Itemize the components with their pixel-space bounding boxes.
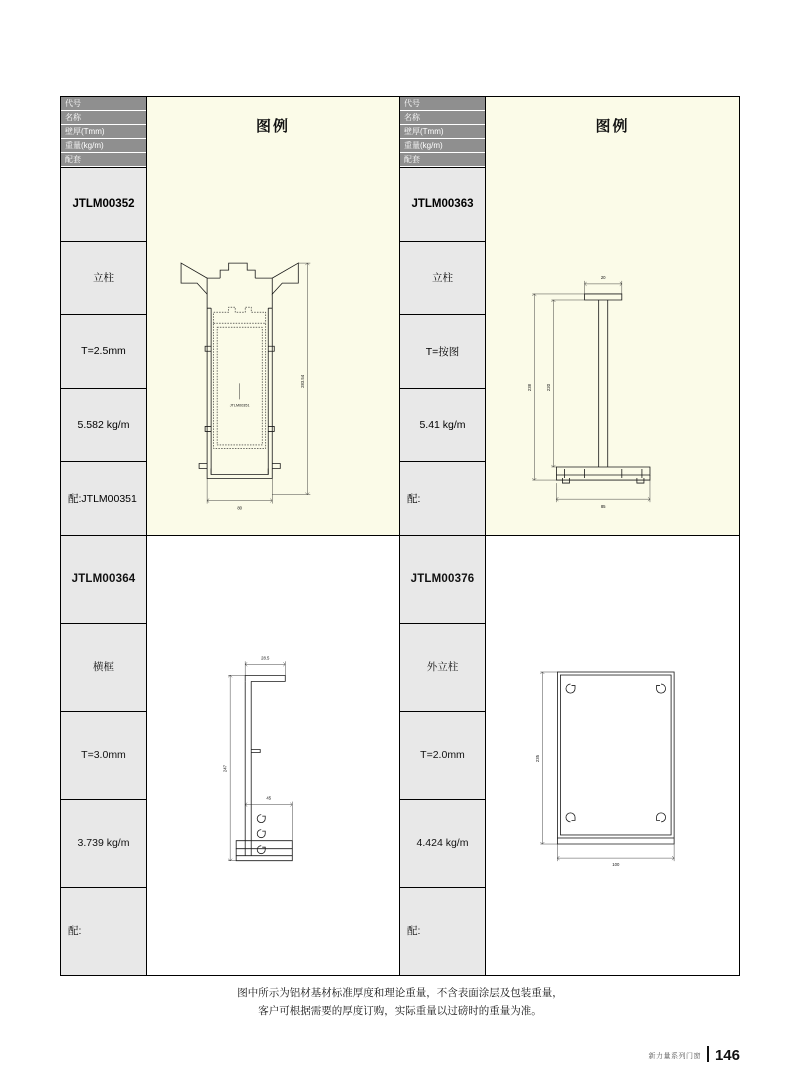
profile-code-4: JTLM00376 — [400, 536, 485, 624]
profile-weight-2: 5.41 kg/m — [400, 389, 485, 463]
profile-info-column-3 — [61, 536, 147, 975]
profile-code-1: JTLM00352 — [61, 168, 146, 242]
profile-drawing-area-3 — [147, 536, 399, 975]
profile-drawing-area-2 — [486, 97, 739, 535]
profile-thickness-2: T=按图 — [400, 315, 485, 389]
header-label-mating-2: 配套 — [400, 153, 485, 167]
profile-thickness-1: T=2.5mm — [61, 315, 146, 389]
dim-top-2: 20 — [600, 274, 606, 280]
header-label-thickness: 壁厚(Tmm) — [61, 125, 146, 139]
dim-inner-height-2: 220 — [545, 383, 551, 392]
page-number: 146 — [714, 1047, 740, 1064]
dim-top-3: 28.5 — [261, 655, 270, 661]
section-drawing-4 — [486, 536, 739, 975]
dim-height-4: 235 — [534, 754, 540, 763]
profile-code-3: JTLM00364 — [61, 536, 146, 624]
profile-info-column-2 — [400, 97, 486, 535]
drawing-canvas-4 — [486, 536, 739, 975]
header-label-code: 代号 — [61, 97, 146, 111]
profile-name-2: 立柱 — [400, 242, 485, 316]
dim-width-4: 100 — [612, 862, 620, 868]
profile-weight-3: 3.739 kg/m — [61, 800, 146, 888]
footnote-line-1: 图中所示为铝材基材标准厚度和理论重量，不含表面涂层及包装重量， — [237, 987, 563, 999]
profile-thickness-4: T=2.0mm — [400, 712, 485, 800]
legend-title-2: 图例 — [486, 97, 739, 153]
profile-mating-4: 配: — [407, 924, 421, 937]
profile-cell-2 — [400, 97, 739, 536]
drawing-canvas-3 — [147, 536, 399, 975]
profile-info-column-4 — [400, 536, 486, 975]
section-drawing-1 — [147, 153, 399, 535]
section-drawing-3 — [147, 536, 399, 975]
footnote-line-2: 客户可根据需要的厚度订购，实际重量以过磅时的重量为准。 — [258, 1005, 542, 1018]
header-label-name-2: 名称 — [400, 111, 485, 125]
profile-drawing-area-4 — [486, 536, 739, 975]
header-label-weight-2: 重量(kg/m) — [400, 139, 485, 153]
footnote — [60, 984, 740, 1021]
profile-code-2: JTLM00363 — [400, 168, 485, 242]
profile-cell-4 — [400, 536, 739, 975]
legend-title-1: 图例 — [147, 97, 399, 153]
profile-name-1: 立柱 — [61, 242, 146, 316]
profile-name-3: 横框 — [61, 624, 146, 712]
profile-name-4: 外立柱 — [400, 624, 485, 712]
profile-drawing-area-1 — [147, 97, 399, 535]
dim-width-3: 45 — [266, 795, 272, 801]
dim-height-1: 283.54 — [299, 374, 305, 388]
drawing-canvas-2 — [486, 153, 739, 535]
header-label-name: 名称 — [61, 111, 146, 125]
profile-mating-3: 配: — [68, 924, 82, 937]
profile-info-column-1 — [61, 97, 147, 535]
dim-outer-height-2: 238 — [526, 383, 532, 392]
footer-divider — [707, 1046, 709, 1062]
profile-cell-3 — [61, 536, 400, 975]
profile-thickness-3: T=3.0mm — [61, 712, 146, 800]
dim-width-1: 80 — [237, 505, 243, 511]
profile-mating-1: 配:JTLM00351 — [68, 493, 137, 506]
header-label-code-2: 代号 — [400, 97, 485, 111]
profile-mating-2: 配: — [407, 493, 421, 506]
profile-cell-1 — [61, 97, 400, 536]
section-drawing-2 — [486, 153, 739, 535]
inner-part-label-1: JTLM00351 — [229, 403, 250, 408]
profile-weight-4: 4.424 kg/m — [400, 800, 485, 888]
profile-weight-1: 5.582 kg/m — [61, 389, 146, 463]
header-label-mating: 配套 — [61, 153, 146, 167]
header-label-thickness-2: 壁厚(Tmm) — [400, 125, 485, 139]
drawing-canvas-1 — [147, 153, 399, 535]
dim-height-3: 247 — [222, 764, 228, 773]
brand-label: 新力量系列门窗 — [648, 1053, 701, 1060]
profile-table — [60, 96, 740, 976]
dim-bottom-width-2: 85 — [600, 504, 606, 510]
page-footer — [648, 1046, 740, 1063]
header-label-weight: 重量(kg/m) — [61, 139, 146, 153]
